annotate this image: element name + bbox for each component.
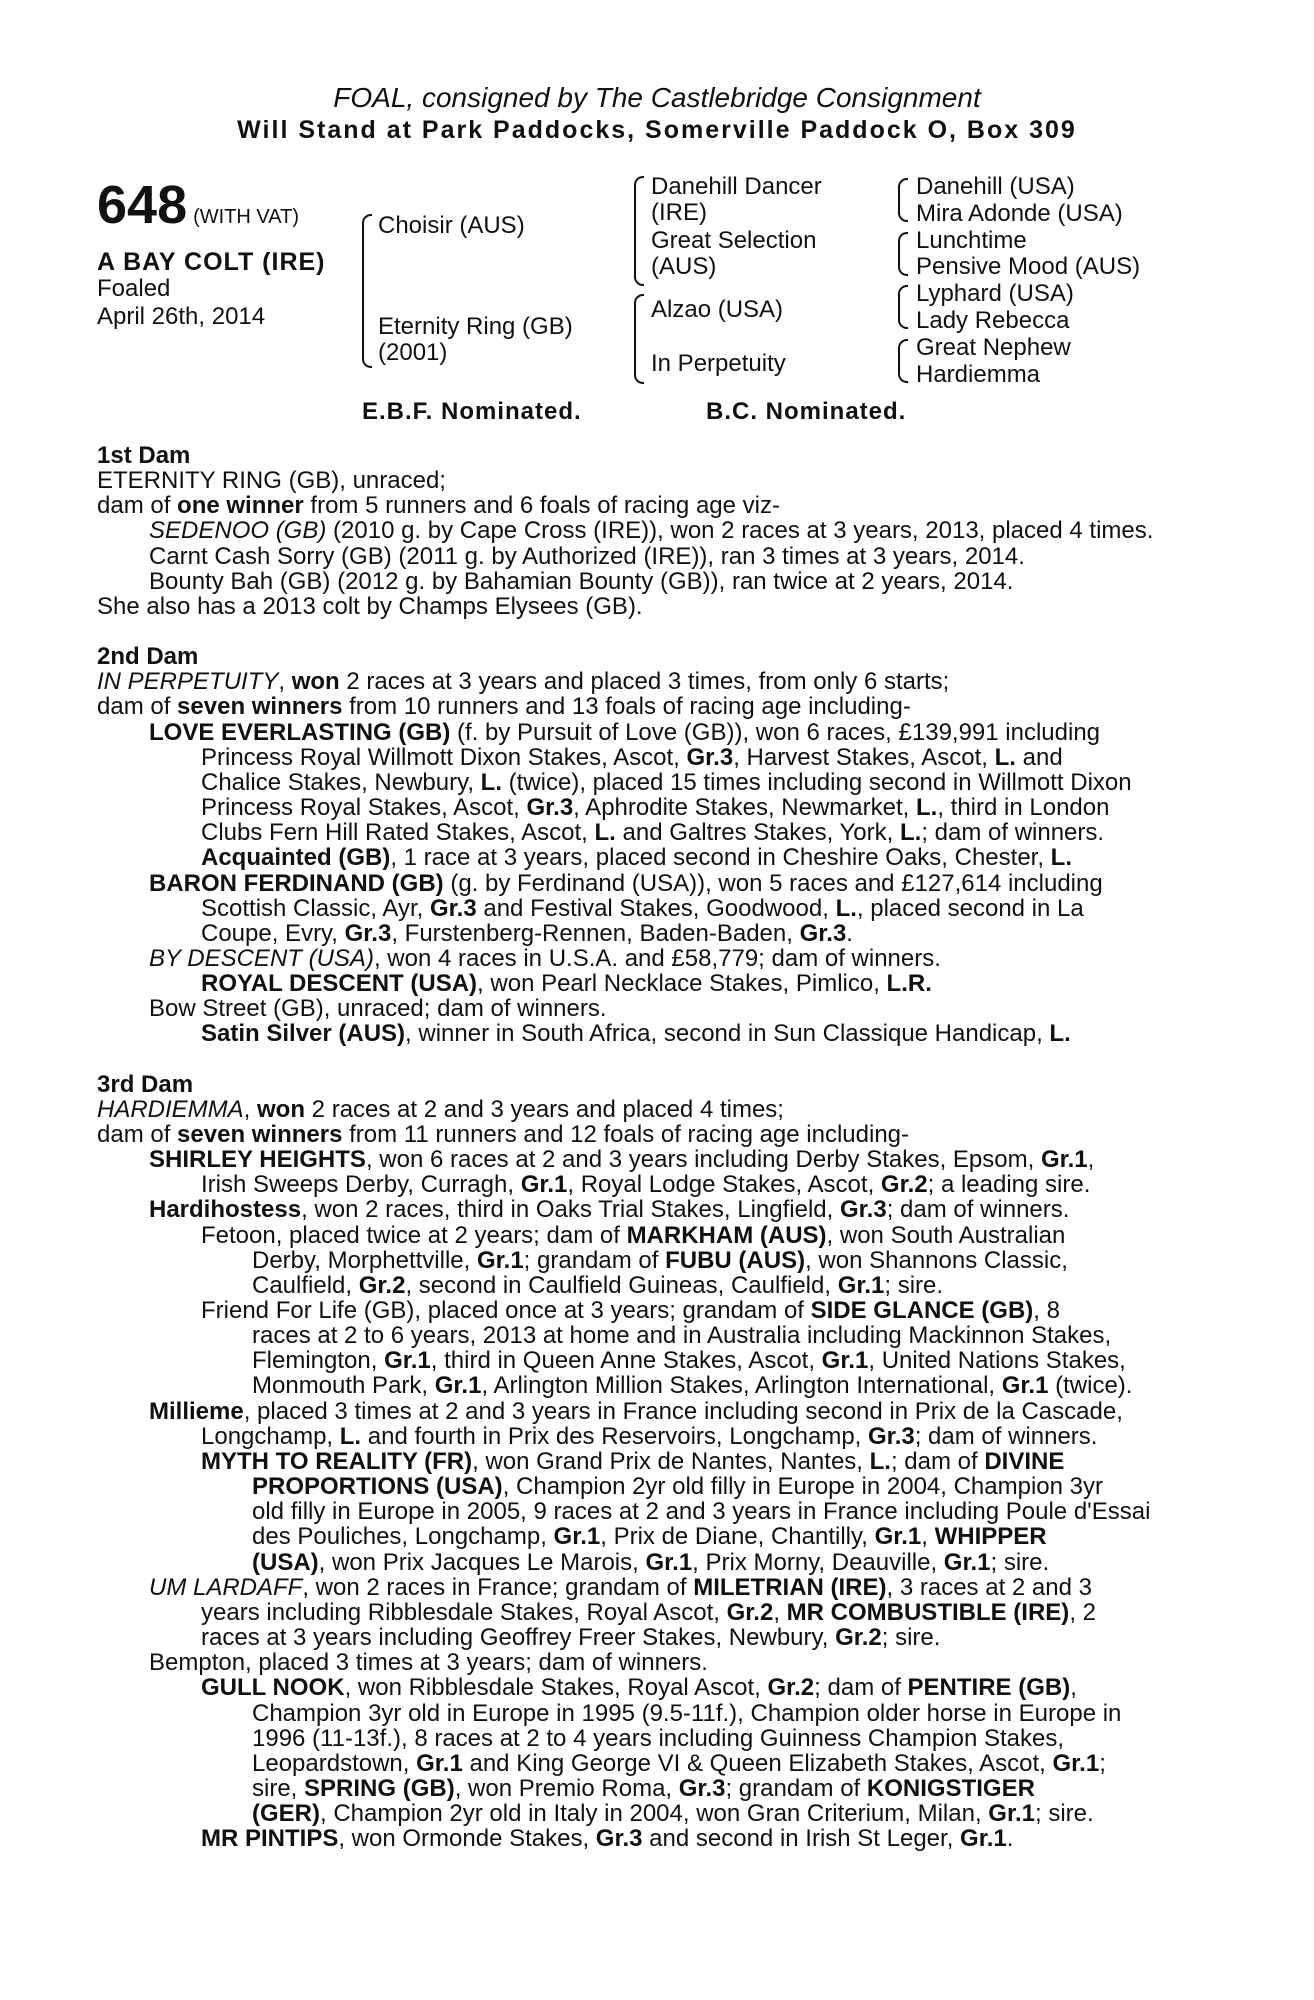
- first-dam-line: Bounty Bah (GB) (2012 g. by Bahamian Bounty (GB)), ran twice at 2 years, 2014.: [149, 567, 1014, 595]
- bracket-sire-parents: [634, 176, 644, 286]
- bracket-g2: [898, 232, 908, 276]
- second-dam-line: Scottish Classic, Ayr, Gr.3 and Festival Stakes, Goodwood, L., placed second in La: [201, 894, 1084, 922]
- first-dam-line: ETERNITY RING (GB), unraced;: [97, 467, 446, 495]
- second-dam-line: BY DESCENT (USA), won 4 races in U.S.A. and £58,779; dam of winners.: [149, 944, 941, 972]
- third-dam-heading: 3rd Dam: [97, 1070, 194, 1098]
- third-dam-line: Millieme, placed 3 times at 2 and 3 years in France including second in Prix de la Cascade,: [149, 1397, 1123, 1425]
- third-dam-line: sire, SPRING (GB), won Premio Roma, Gr.3; grandam of KONIGSTIGER: [252, 1774, 1035, 1802]
- second-dam-line: Clubs Fern Hill Rated Stakes, Ascot, L. and Galtres Stakes, York, L.; dam of winners.: [201, 819, 1105, 847]
- pedigree-sire-sire: [651, 174, 822, 226]
- first-dam-heading: 1st Dam: [97, 442, 191, 469]
- third-dam-line: MR PINTIPS, won Ormonde Stakes, Gr.3 and second in Irish St Leger, Gr.1.: [201, 1825, 1014, 1853]
- pedigree-dam-dam: In Perpetuity: [651, 350, 786, 377]
- third-dam-line: PROPORTIONS (USA), Champion 2yr old filly in Europe in 2004, Champion 3yr: [252, 1473, 1104, 1501]
- pedigree-dam-name: Eternity Ring (GB): [378, 313, 573, 340]
- first-dam-line: SEDENOO (GB) (2010 g. by Cape Cross (IRE)), won 2 races at 3 years, 2013, placed 4 times.: [149, 517, 1154, 545]
- third-dam-line: MYTH TO REALITY (FR), won Grand Prix de Nantes, Nantes, L.; dam of DIVINE: [201, 1447, 1065, 1475]
- pedigree-g1: Danehill (USA): [916, 173, 1075, 200]
- third-dam-line: Irish Sweeps Derby, Curragh, Gr.1, Royal Lodge Stakes, Ascot, Gr.2; a leading sire.: [201, 1171, 1091, 1199]
- third-dam-line: 1996 (11-13f.), 8 races at 2 to 4 years including Guinness Champion Stakes,: [252, 1724, 1065, 1752]
- third-dam-line: Longchamp, L. and fourth in Prix des Reservoirs, Longchamp, Gr.3; dam of winners.: [201, 1422, 1098, 1450]
- pedigree-notes: [97, 443, 1197, 1851]
- third-dam-line: Flemington, Gr.1, third in Queen Anne Stakes, Ascot, Gr.1, United Nations Stakes,: [252, 1347, 1126, 1375]
- bracket-g1: [898, 178, 908, 222]
- third-dam-line: Derby, Morphettville, Gr.1; grandam of FUBU (AUS), won Shannons Classic,: [252, 1246, 1068, 1274]
- pedigree-g2: Mira Adonde (USA): [916, 199, 1123, 227]
- pedigree-g5: Lyphard (USA): [916, 280, 1074, 308]
- third-dam-line: dam of seven winners from 11 runners and 12 foals of racing age including-: [97, 1120, 910, 1148]
- third-dam-line: Leopardstown, Gr.1 and King George VI & Queen Elizabeth Stakes, Ascot, Gr.1;: [252, 1749, 1106, 1777]
- pedigree-grandparents: [916, 174, 1140, 388]
- pedigree-g8: Hardiemma: [916, 360, 1041, 388]
- second-dam-line: dam of seven winners from 10 runners and 13 foals of racing age including-: [97, 693, 911, 721]
- second-dam-line: ROYAL DESCENT (USA), won Pearl Necklace Stakes, Pimlico, L.R.: [201, 970, 932, 998]
- pedigree-sd-line1: Great Selection: [651, 227, 817, 254]
- pedigree-dam: [378, 314, 573, 366]
- second-dam-line: Chalice Stakes, Newbury, L. (twice), placed 15 times including second in Willmott Dixon: [201, 768, 1132, 796]
- pedigree-ss-line2: (IRE): [651, 199, 707, 226]
- third-dam-line: years including Ribblesdale Stakes, Royal Ascot, Gr.2, MR COMBUSTIBLE (IRE), 2: [201, 1598, 1096, 1626]
- second-dam-line: Acquainted (GB), 1 race at 3 years, placed second in Cheshire Oaks, Chester, L.: [201, 844, 1072, 872]
- second-dam-heading: 2nd Dam: [97, 643, 199, 671]
- pedigree-g3: Lunchtime: [916, 226, 1027, 254]
- pedigree-dam-year: (2001): [378, 339, 448, 366]
- foaled-info: [97, 275, 265, 331]
- pedigree-ss-line1: Danehill Dancer: [651, 173, 822, 200]
- bracket-dam-parents: [634, 294, 644, 384]
- second-dam-line: Bow Street (GB), unraced; dam of winners.: [149, 995, 607, 1023]
- third-dam-line: (USA), won Prix Jacques Le Marois, Gr.1, Prix Morny, Deauville, Gr.1; sire.: [252, 1548, 1050, 1576]
- third-dam-line: Fetoon, placed twice at 2 years; dam of MARKHAM (AUS), won South Australian: [201, 1221, 1066, 1249]
- third-dam-line: Champion 3yr old in Europe in 1995 (9.5-11f.), Champion older horse in Europe in: [252, 1699, 1122, 1727]
- pedigree-g6: Lady Rebecca: [916, 306, 1070, 334]
- first-dam-line: She also has a 2013 colt by Champs Elysees (GB).: [97, 592, 643, 620]
- third-dam-line: old filly in Europe in 2005, 9 races at 2 and 3 years in France including Poule d'Essai: [252, 1498, 1151, 1526]
- pedigree-dam-sire: Alzao (USA): [651, 296, 784, 323]
- third-dam-line: GULL NOOK, won Ribblesdale Stakes, Royal Ascot, Gr.2; dam of PENTIRE (GB),: [201, 1674, 1077, 1702]
- third-dam-line: races at 3 years including Geoffrey Freer Stakes, Newbury, Gr.2; sire.: [201, 1624, 941, 1652]
- ebf-nomination: E.B.F. Nominated.: [362, 398, 582, 425]
- stabling-line: Will Stand at Park Paddocks, Somerville Paddock O, Box 309: [237, 116, 1077, 144]
- third-dam-line: Friend For Life (GB), placed once at 3 years; grandam of SIDE GLANCE (GB), 8: [201, 1297, 1060, 1324]
- pedigree-sire: Choisir (AUS): [378, 212, 525, 239]
- third-dam-line: des Pouliches, Longchamp, Gr.1, Prix de Diane, Chantilly, Gr.1, WHIPPER: [252, 1523, 1047, 1551]
- second-dam-line: Princess Royal Stakes, Ascot, Gr.3, Aphrodite Stakes, Newmarket, L., third in London: [201, 794, 1110, 822]
- pedigree-g7: Great Nephew: [916, 333, 1071, 361]
- vat-label: (WITH VAT): [193, 206, 300, 228]
- third-dam-line: SHIRLEY HEIGHTS, won 6 races at 2 and 3 years including Derby Stakes, Epsom, Gr.1,: [149, 1146, 1095, 1174]
- pedigree-sire-dam: [651, 228, 816, 280]
- second-dam-line: Satin Silver (AUS), winner in South Africa, second in Sun Classique Handicap, L.: [201, 1020, 1071, 1048]
- consignor-line: FOAL, consigned by The Castlebridge Consignment: [333, 82, 981, 113]
- foaled-label: Foaled: [97, 275, 171, 302]
- third-dam-line: Hardihostess, won 2 races, third in Oaks Trial Stakes, Lingfield, Gr.3; dam of winners.: [149, 1196, 1070, 1224]
- third-dam-line: (GER), Champion 2yr old in Italy in 2004, won Gran Criterium, Milan, Gr.1; sire.: [252, 1800, 1094, 1828]
- bracket-g3: [898, 285, 908, 329]
- pedigree-g4: Pensive Mood (AUS): [916, 253, 1141, 281]
- second-dam-line: LOVE EVERLASTING (GB) (f. by Pursuit of Love (GB)), won 6 races, £139,991 including: [149, 718, 1101, 746]
- third-dam-line: Monmouth Park, Gr.1, Arlington Million Stakes, Arlington International, Gr.1 (twice).: [252, 1372, 1133, 1400]
- second-dam-line: BARON FERDINAND (GB) (g. by Ferdinand (USA)), won 5 races and £127,614 including: [149, 869, 1103, 897]
- first-dam-line: Carnt Cash Sorry (GB) (2011 g. by Authorized (IRE)), ran 3 times at 3 years, 2014.: [149, 542, 1025, 570]
- third-dam-line: UM LARDAFF, won 2 races in France; grandam of MILETRIAN (IRE), 3 races at 2 and 3: [149, 1573, 1092, 1601]
- third-dam-line: Bempton, placed 3 times at 3 years; dam of winners.: [149, 1649, 708, 1677]
- first-dam-line: dam of one winner from 5 runners and 6 foals of racing age viz-: [97, 492, 780, 520]
- second-dam-line: IN PERPETUITY, won 2 races at 3 years and placed 3 times, from only 6 starts;: [97, 668, 950, 696]
- third-dam-line: races at 2 to 6 years, 2013 at home and in Australia including Mackinnon Stakes,: [252, 1322, 1112, 1350]
- lot-number: [97, 174, 299, 236]
- foaled-date: April 26th, 2014: [97, 303, 266, 330]
- pedigree-sd-line2: (AUS): [651, 253, 717, 280]
- bracket-g4: [898, 339, 908, 383]
- second-dam-line: Princess Royal Willmott Dixon Stakes, Ascot, Gr.3, Harvest Stakes, Ascot, L. and: [201, 743, 1063, 771]
- lot-number-value: 648: [97, 175, 188, 235]
- bracket-sire-dam: [362, 214, 372, 368]
- second-dam-line: Coupe, Evry, Gr.3, Furstenberg-Rennen, Baden-Baden, Gr.3.: [201, 919, 853, 947]
- third-dam-line: Caulfield, Gr.2, second in Caulfield Guineas, Caulfield, Gr.1; sire.: [252, 1271, 944, 1299]
- third-dam-line: HARDIEMMA, won 2 races at 2 and 3 years and placed 4 times;: [97, 1095, 784, 1123]
- bc-nomination: B.C. Nominated.: [706, 398, 907, 425]
- horse-name: A BAY COLT (IRE): [97, 248, 326, 276]
